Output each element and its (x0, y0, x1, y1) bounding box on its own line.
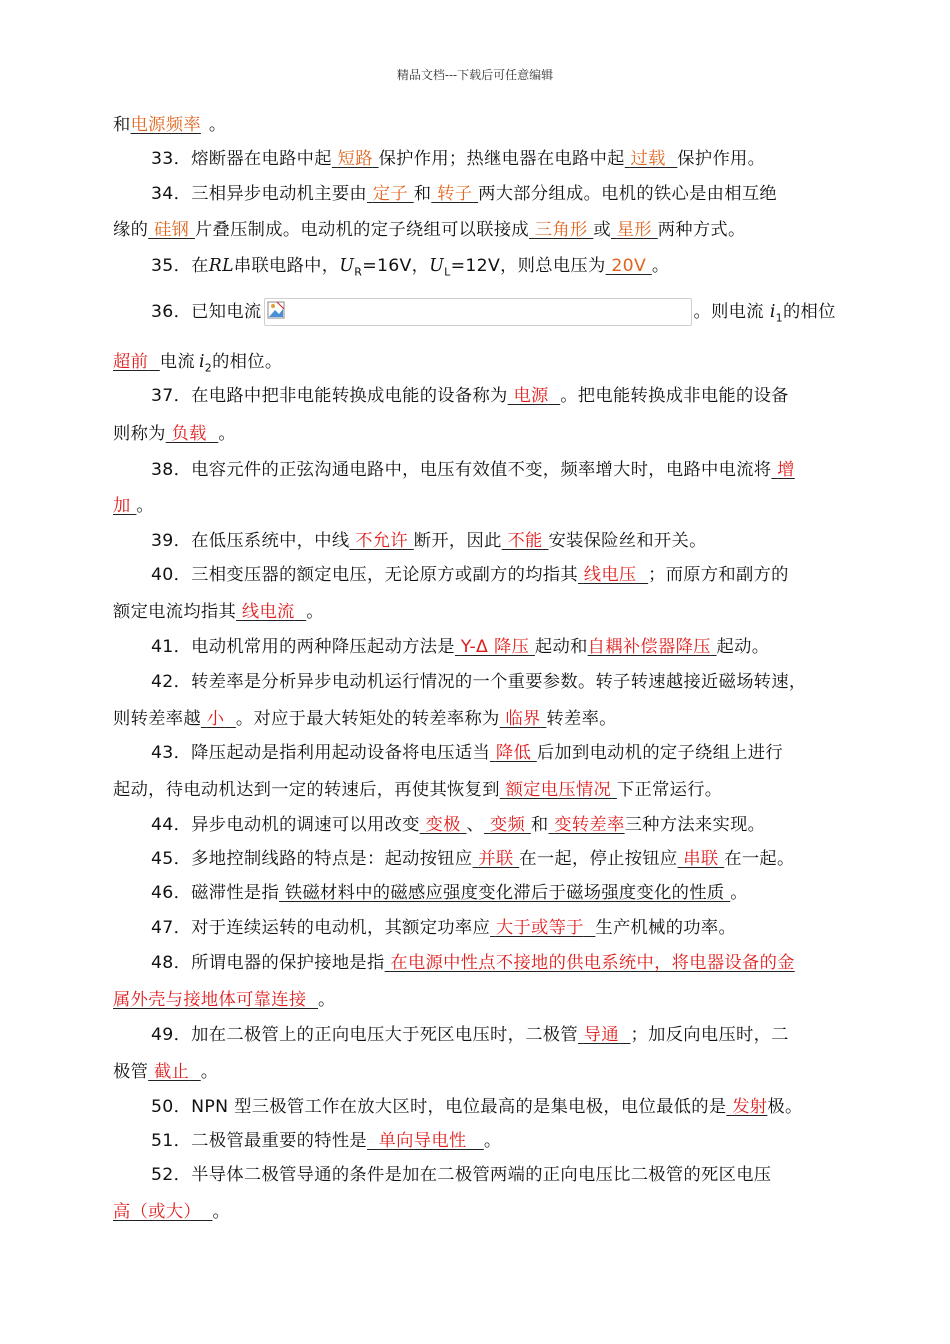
subscript: R (354, 265, 363, 279)
text: 。 (306, 602, 324, 622)
broken-image-icon (267, 301, 285, 319)
text: 47．对于连续运转的电动机，其额定功率应 (151, 918, 491, 938)
symbol: i (769, 302, 776, 322)
text: 36．已知电流 (151, 302, 262, 322)
text: 的相位 (782, 302, 836, 322)
subscript: L (444, 265, 451, 279)
symbol: U (339, 256, 355, 276)
text: 46．磁滞性是指 (151, 883, 280, 903)
answer: 大于或等于 (495, 918, 584, 938)
answer: 变转差率 (554, 815, 625, 835)
question-36-line1 (151, 298, 836, 331)
question-50 (151, 1094, 803, 1120)
text: 。 (651, 256, 670, 276)
answer: 线电压 (583, 565, 637, 585)
text: 片叠压制成。电动机的定子绕组可以联接成 (194, 220, 529, 240)
question-41 (151, 634, 769, 660)
answer: 线电流 (241, 602, 295, 622)
answer: 额定电压情况 (505, 780, 612, 800)
text: 43．降压起动是指利用起动设备将电压适当 (151, 743, 491, 763)
text: 44．异步电动机的调速可以用改变 (151, 815, 420, 835)
text: 。 (483, 1131, 502, 1151)
subscript: 1 (775, 311, 783, 325)
text: 在一起，停止按钮应 (519, 849, 678, 869)
answer: 不允许 (355, 531, 408, 551)
text: 串联电路中， (233, 256, 340, 276)
text: 三种方法来实现。 (624, 815, 766, 835)
answer: 超前 (113, 352, 149, 372)
text: 39．在低压系统中，中线 (151, 531, 350, 551)
text: 两大部分组成。电机的铁心是由相互绝 (478, 184, 777, 204)
text: 、 (466, 815, 485, 835)
text: 缘的 (113, 220, 149, 240)
question-51 (151, 1128, 501, 1154)
question-49-line2 (113, 1059, 218, 1085)
text: =12V，则总电压为 (450, 256, 606, 276)
text: 50．NPN 型三极管工作在放大区时，电位最高的是集电极，电位最低的是 (151, 1097, 727, 1117)
answer: 串联 (683, 849, 719, 869)
text: 则称为 (113, 424, 166, 444)
answer: 负载 (171, 424, 207, 444)
question-48-line2 (113, 987, 336, 1013)
question-46 (151, 880, 748, 906)
text: 。 (136, 496, 154, 516)
text: 安装保险丝和开关。 (548, 531, 707, 551)
question-38-line1 (151, 457, 795, 483)
text: 41．电动机常用的两种降压起动方法是 (151, 637, 455, 657)
text: 生产机械的功率。 (595, 918, 737, 938)
text: 保护作用。 (677, 149, 766, 169)
text: 和 (113, 115, 131, 135)
line-continuation-32 (113, 112, 227, 138)
text: 。对应于最大转矩处的转差率称为 (235, 709, 500, 729)
text: 保护作用；热继电器在电路中起 (378, 149, 625, 169)
answer: 三角形 (534, 220, 588, 240)
answer: 定子 (372, 184, 408, 204)
answer: 小 (206, 709, 225, 729)
symbol: RL (208, 256, 234, 276)
question-49-line1 (151, 1022, 789, 1048)
text: 下正常运行。 (616, 780, 723, 800)
answer: 高（或大） (113, 1202, 201, 1222)
answer: 并联 (478, 849, 514, 869)
text: 38．电容元件的正弦沟通电路中，电压有效值不变，频率增大时，电路中电流将 (151, 460, 772, 480)
answer: 星形 (616, 220, 652, 240)
symbol: i (198, 352, 205, 372)
question-43-line2 (113, 777, 722, 803)
text: 极。 (767, 1097, 803, 1117)
text: 40．三相变压器的额定电压，无论原方或副方的均指其 (151, 565, 578, 585)
answer: 增 (777, 460, 795, 480)
text: 起动，待电动机达到一定的转速后，再使其恢复到 (113, 780, 500, 800)
formula-image-placeholder (264, 298, 692, 326)
text: 极管 (113, 1062, 149, 1082)
text: 后加到电动机的定子绕组上进行 (536, 743, 783, 763)
answer: 降低 (495, 743, 532, 763)
answer: 铁磁材料中的磁感应强度变化滞后于磁场强度变化的性质 (284, 883, 725, 903)
subscript: 2 (204, 361, 213, 375)
answer: 电源 (513, 386, 549, 406)
answer: Y-Δ 降压 (460, 637, 530, 657)
text: 转差率。 (546, 709, 617, 729)
text: 或 (593, 220, 611, 240)
text: 33．熔断器在电路中起 (151, 149, 332, 169)
question-40-line1 (151, 562, 789, 588)
question-37-line1 (151, 383, 789, 409)
answer: 变极 (425, 815, 461, 835)
question-42-line2 (113, 706, 617, 732)
answer: 加 (113, 496, 131, 516)
answer: 单向导电性 (378, 1131, 467, 1151)
text: 则转差率越 (113, 709, 201, 729)
text: 34．三相异步电动机主要由 (151, 184, 367, 204)
question-48-line1 (151, 950, 795, 976)
text: 。 (212, 1202, 231, 1222)
text: 两种方式。 (657, 220, 746, 240)
question-34-line2 (113, 217, 746, 243)
question-37-line2 (113, 421, 236, 447)
text: 。 (318, 990, 336, 1010)
text: 45．多地控制线路的特点是：起动按钮应 (151, 849, 473, 869)
text: 在一起。 (724, 849, 795, 869)
answer: 属外壳与接地体可靠连接 (113, 990, 307, 1010)
question-34-line1 (151, 181, 777, 207)
text: 的相位。 (212, 352, 283, 372)
answer: 导通 (583, 1025, 619, 1045)
question-52-line1 (151, 1162, 771, 1188)
answer: 临界 (505, 709, 541, 729)
answer: 电源频率 (130, 115, 201, 135)
answer: 转子 (437, 184, 473, 204)
text: 49．加在二极管上的正向电压大于死区电压时，二极管 (151, 1025, 578, 1045)
question-47 (151, 915, 736, 941)
answer: 在电源中性点不接地的供电系统中，将电器设备的金 (390, 953, 795, 973)
answer: 变频 (489, 815, 526, 835)
question-33 (151, 146, 765, 172)
answer: 不能 (507, 531, 543, 551)
text: 52．半导体二极管导通的条件是加在二极管两端的正向电压比二极管的死区电压 (151, 1165, 772, 1185)
text: ；加反向电压时，二 (630, 1025, 789, 1045)
answer: 自耦补偿器降压 (587, 637, 711, 657)
text: 。把电能转换成非电能的设备 (560, 386, 789, 406)
text: ；而原方和副方的 (648, 565, 789, 585)
answer: 过载 (630, 149, 666, 169)
text: 。则电流 (693, 302, 764, 322)
text: 和 (413, 184, 432, 204)
answer: 20V (611, 256, 647, 276)
text: 起动和 (534, 637, 588, 657)
text: 断开，因此 (413, 531, 502, 551)
text: 51．二极管最重要的特性是 (151, 1131, 367, 1151)
answer: 截止 (153, 1062, 190, 1082)
text: 37．在电路中把非电能转换成电能的设备称为 (151, 386, 508, 406)
symbol: U (429, 256, 445, 276)
question-44 (151, 812, 765, 838)
text: 42．转差率是分析异步电动机运行情况的一个重要参数。转子转速越接近磁场转速， (151, 672, 807, 692)
text: 额定电流均指其 (113, 602, 237, 622)
text: 35．在 (151, 256, 209, 276)
question-45 (151, 846, 795, 872)
answer: 发射 (732, 1097, 768, 1117)
text: 。 (200, 1062, 219, 1082)
text: 。 (208, 115, 227, 135)
text: 。 (730, 883, 748, 903)
text: 起动。 (716, 637, 770, 657)
text: 和 (530, 815, 549, 835)
question-38-line2 (113, 493, 154, 519)
question-43-line1 (151, 740, 783, 766)
question-39 (151, 528, 707, 554)
answer: 硅钢 (153, 220, 190, 240)
text: 电流 (159, 352, 195, 372)
answer: 短路 (337, 149, 373, 169)
text: =16V， (362, 256, 430, 276)
question-52-line2 (113, 1199, 230, 1225)
question-40-line2 (113, 599, 324, 625)
page-header: 精品文档---下载后可任意编辑 (396, 68, 554, 82)
text: 48．所谓电器的保护接地是指 (151, 953, 385, 973)
text: 。 (218, 424, 236, 444)
question-36-line2 (113, 349, 282, 381)
question-42-line1 (151, 669, 807, 695)
question-35 (151, 253, 669, 285)
